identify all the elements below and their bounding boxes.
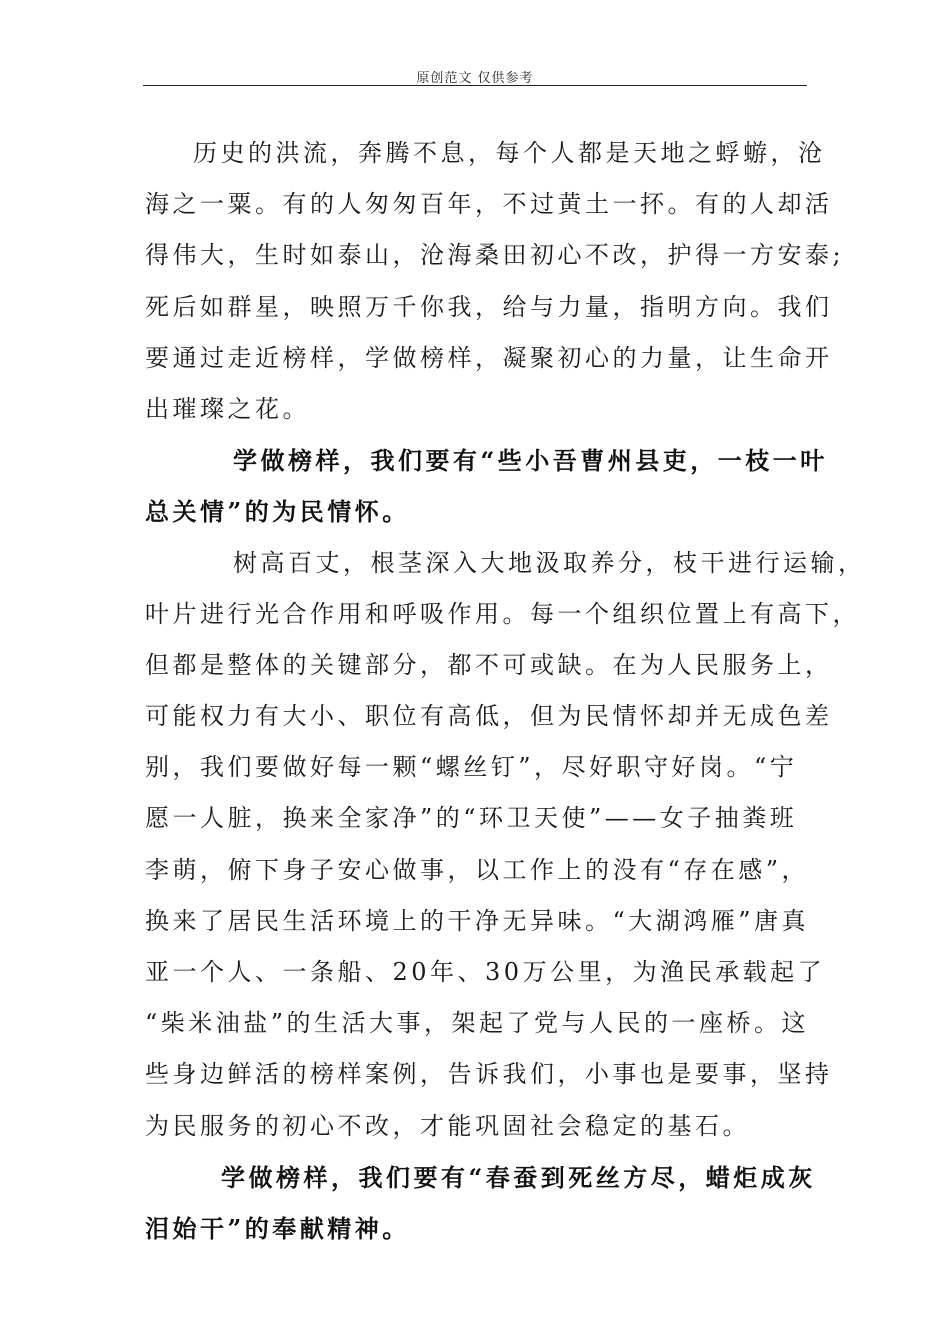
paragraph-line: 为民服务的初心不改，才能巩固社会稳定的基石。 bbox=[145, 1111, 750, 1140]
paragraph-line: 亚一个人、一条船、20年、30万公里，为渔民承载起了 bbox=[145, 958, 826, 986]
paragraph-line: 海之一粟。有的人匆匆百年，不过黄土一抔。有的人却活 bbox=[145, 190, 833, 219]
paragraph-line: 但都是整体的关键部分，都不可或缺。在为人民服务上， bbox=[145, 650, 833, 679]
paragraph-line: 叶片进行光合作用和呼吸作用。每一个组织位置上有高下， bbox=[145, 599, 860, 628]
paragraph-line: 历史的洪流，奔腾不息，每个人都是天地之蜉蝣，沧 bbox=[193, 139, 826, 167]
section-heading-line: 总关情”的为民情怀。 bbox=[145, 497, 410, 527]
page-header: 原创范文 仅供参考 bbox=[416, 71, 534, 86]
paragraph-line: 得伟大，生时如泰山，沧海桑田初心不改，护得一方安泰; bbox=[145, 241, 845, 270]
document-body bbox=[145, 128, 866, 1254]
paragraph-line: 可能权力有大小、职位有高低，但为民情怀却并无成色差 bbox=[145, 702, 833, 731]
section-heading-line: 泪始干”的奉献精神。 bbox=[145, 1213, 410, 1243]
paragraph-line: 出璀璨之花。 bbox=[145, 394, 310, 423]
paragraph-line: 些身边鲜活的榜样案例，告诉我们，小事也是要事，坚持 bbox=[145, 1060, 833, 1089]
paragraph-line: 愿一人脏，换来全家净”的“环卫天使”——女子抽粪班 bbox=[145, 804, 798, 833]
paragraph-line: 李萌，俯下身子安心做事，以工作上的没有“存在感”， bbox=[145, 855, 810, 884]
section-heading-line: 学做榜样，我们要有“些小吾曹州县吏，一枝一叶 bbox=[233, 446, 828, 476]
paragraph-line: “柴米油盐”的生活大事，架起了党与人民的一座桥。这 bbox=[145, 1009, 810, 1038]
paragraph-line: 换来了居民生活环境上的干净无异味。“大湖鸿雁”唐真 bbox=[145, 906, 810, 935]
paragraph-line: 死后如群星，映照万千你我，给与力量，指明方向。我们 bbox=[145, 292, 833, 321]
paragraph-line: 要通过走近榜样，学做榜样，凝聚初心的力量，让生命开 bbox=[145, 343, 833, 372]
paragraph-line: 树高百丈，根茎深入大地汲取养分，枝干进行运输， bbox=[233, 548, 866, 577]
paragraph-line: 别，我们要做好每一颗“螺丝钉”，尽好职守好岗。“宁 bbox=[145, 753, 798, 782]
section-heading-line: 学做榜样，我们要有“春蚕到死丝方尽，蜡炬成灰 bbox=[221, 1162, 816, 1192]
header-divider bbox=[143, 85, 807, 86]
